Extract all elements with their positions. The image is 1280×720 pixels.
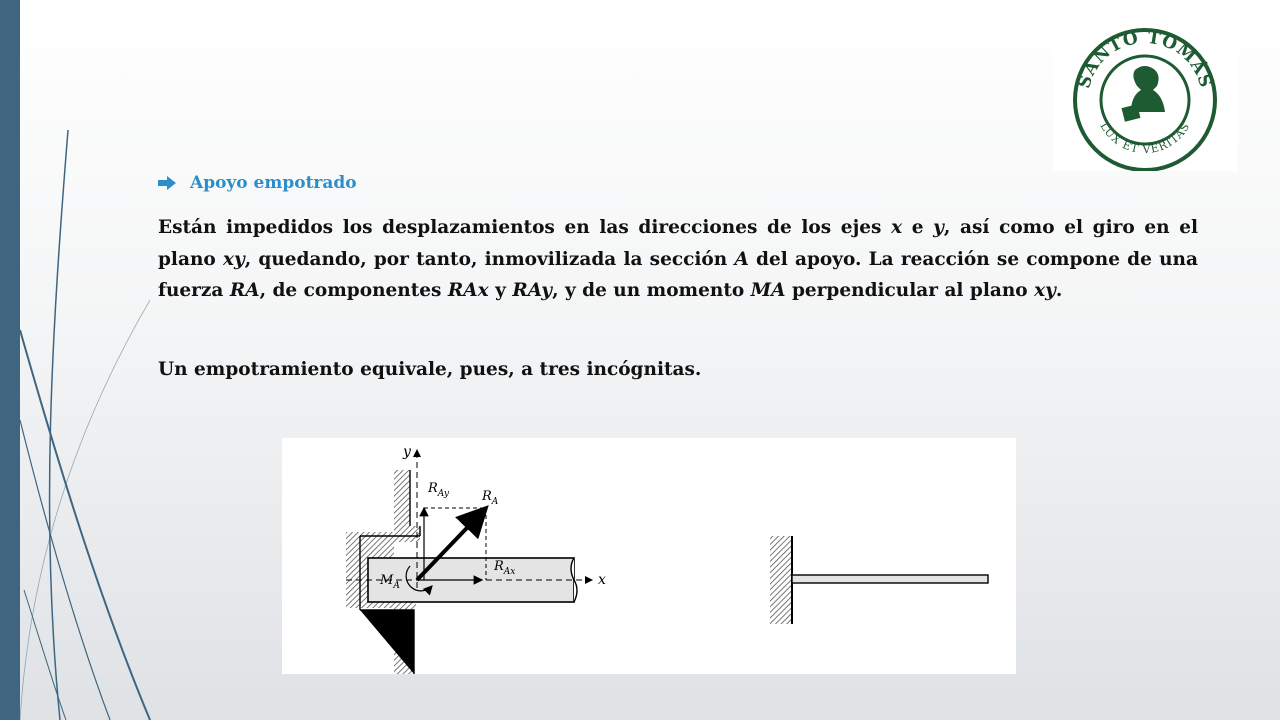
x-label: x	[598, 572, 606, 588]
arrow-right-icon	[158, 176, 176, 190]
text-segment: y	[488, 280, 513, 301]
italic-term: RAy	[512, 280, 553, 301]
text-segment: perpendicular al plano	[785, 280, 1035, 301]
seal-graphic	[1053, 28, 1238, 171]
text-segment: Están impedidos los desplazamientos en las direcciones de los ejes	[158, 217, 892, 238]
italic-term: x	[891, 217, 903, 238]
cantilever-beam	[792, 575, 988, 583]
conclusion-paragraph: Un empotramiento equivale, pues, a tres incógnitas.	[158, 359, 702, 380]
text-segment: , así como el giro en el plano	[158, 217, 1198, 270]
ra-label: $R_A$	[482, 489, 499, 507]
italic-term: y	[933, 217, 944, 238]
y-label: y	[403, 444, 411, 460]
italic-term: RAx	[447, 280, 489, 301]
section-heading: Apoyo empotrado	[190, 173, 357, 193]
italic-term: A	[734, 248, 749, 270]
italic-term: RA	[229, 280, 260, 301]
text-segment: , y de un momento	[552, 280, 751, 301]
text-segment: , quedando, por tanto, inmovilizada la sección	[244, 248, 735, 270]
svg-text:LUX ET VERITAS	[1097, 120, 1192, 156]
decorative-strokes	[0, 0, 180, 720]
bullet-heading-row	[158, 170, 357, 196]
santo-tomas-logo	[1053, 28, 1238, 171]
fixed-support-figure	[282, 438, 1016, 674]
rax-label: $R_{Ax}$	[494, 559, 516, 577]
logo-text-bottom: LUX ET VERITAS	[1097, 119, 1193, 157]
text-segment: del apoyo. La reacción se compone de una fuerza	[158, 248, 1198, 301]
italic-term: xy	[222, 248, 245, 270]
text-segment: e	[902, 217, 934, 238]
text-segment: , de componentes	[259, 280, 448, 301]
text-segment: .	[1055, 280, 1063, 301]
logo-text-top: SANTO TOMÁS	[1074, 28, 1216, 91]
italic-term: MA	[750, 280, 786, 301]
wall-right	[770, 536, 792, 624]
fixed-support-diagram	[282, 438, 1016, 674]
ma-label: $M_A$	[380, 573, 400, 591]
italic-term: xy	[1034, 280, 1056, 301]
ray-label: $R_{Ay}$	[428, 481, 450, 499]
description-paragraph	[158, 212, 1198, 307]
